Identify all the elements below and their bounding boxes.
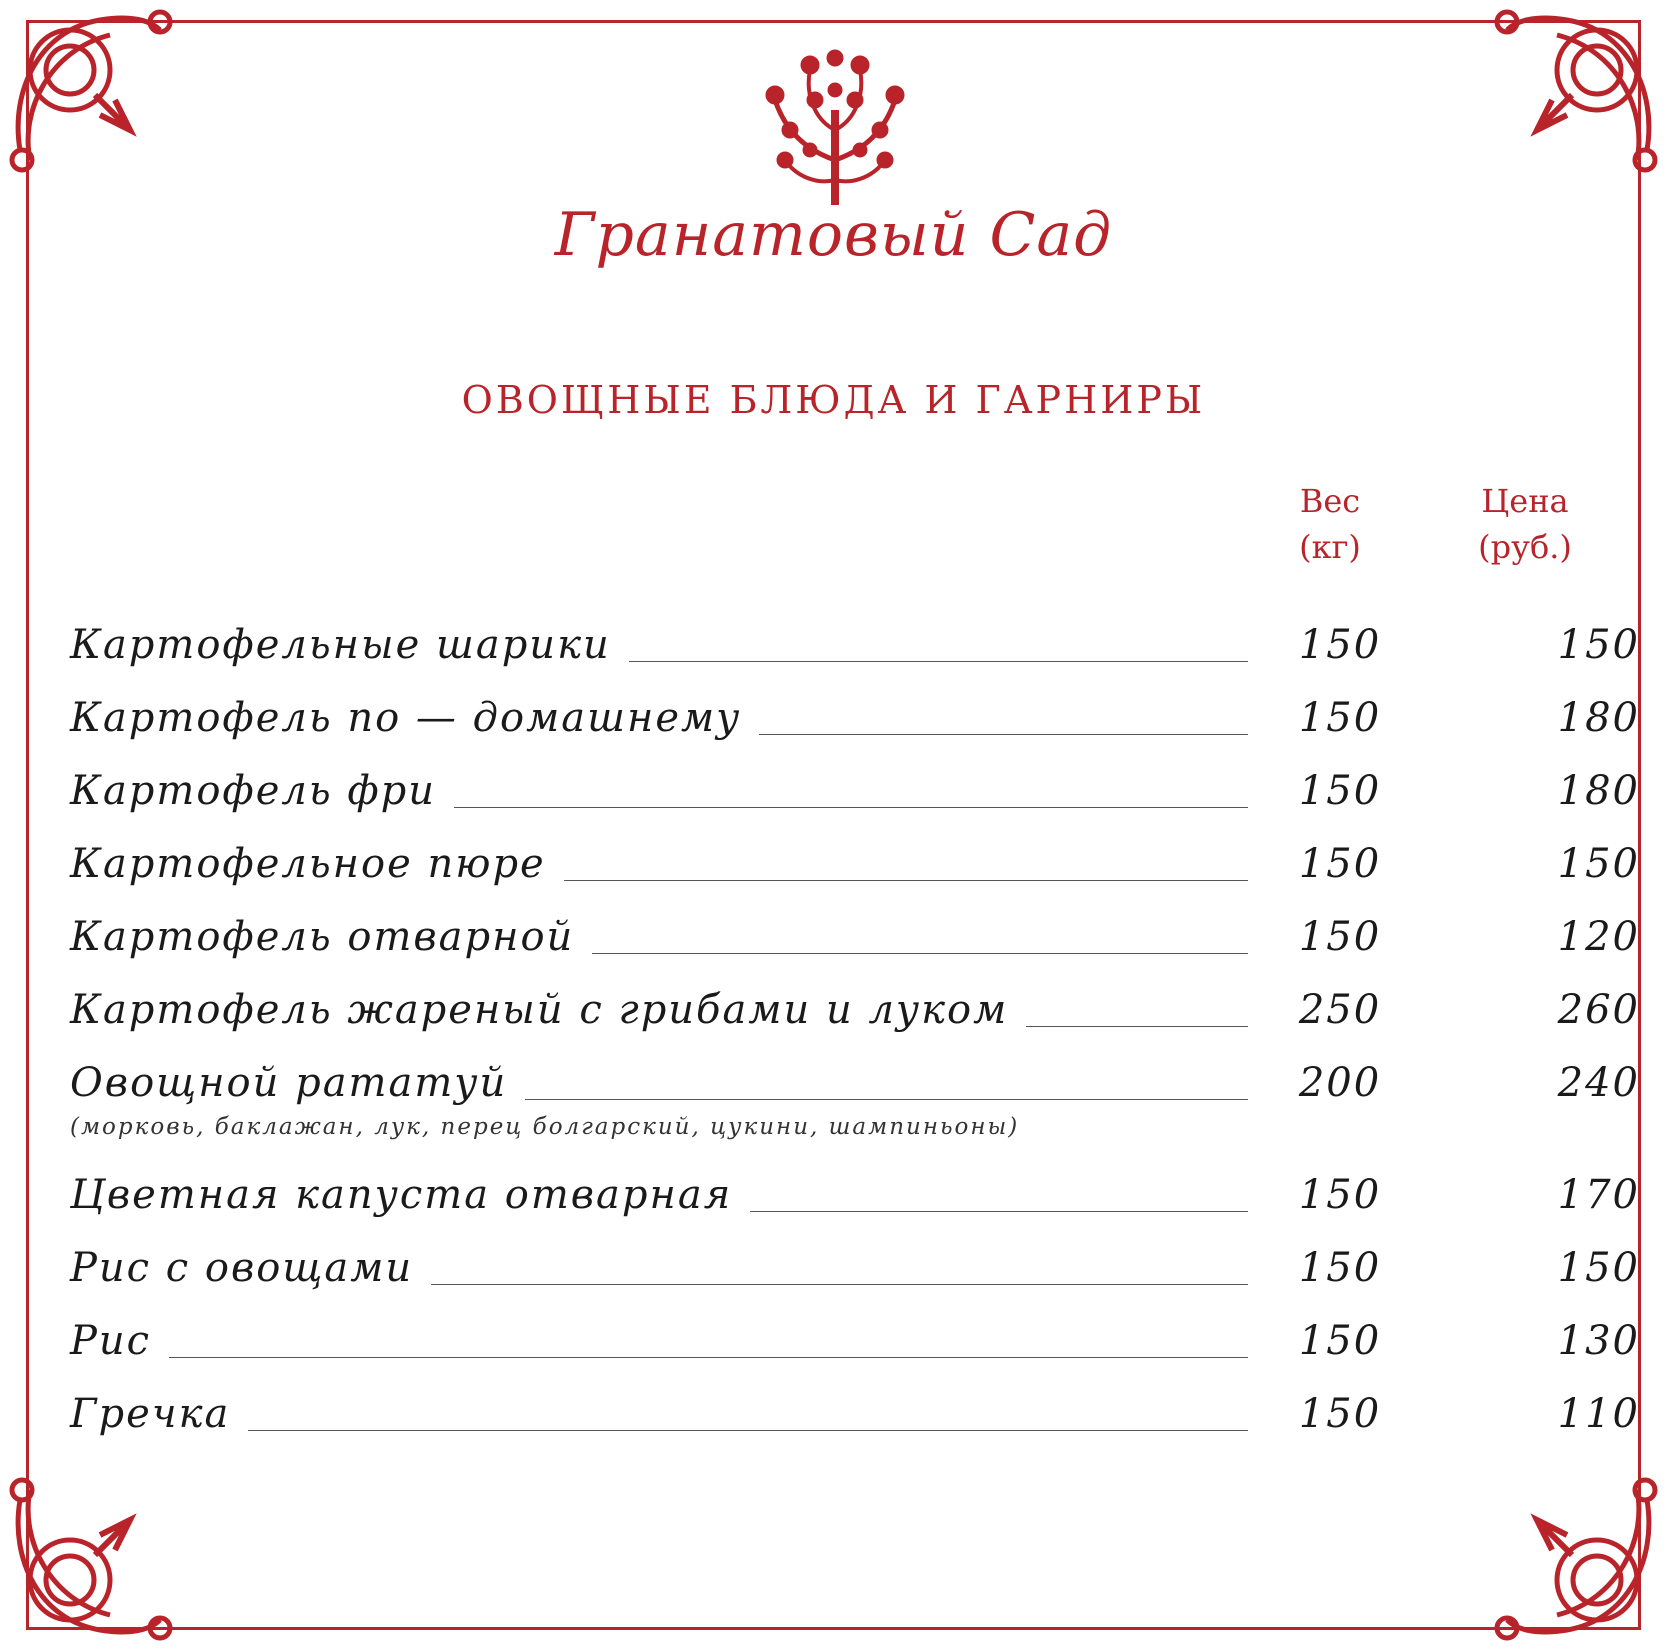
column-header-price	[1455, 478, 1595, 570]
item-name: Овощной рататуй	[70, 1060, 508, 1106]
item-note: (морковь, баклажан, лук, перец болгарский, цукини, шампиньоны)	[70, 1114, 1020, 1140]
weight-unit: (кг)	[1299, 528, 1361, 566]
item-weight: 150	[1298, 622, 1382, 668]
item-name: Цветная капуста отварная	[70, 1172, 733, 1218]
column-header-weight	[1270, 478, 1390, 570]
brand-name: Гранатовый Сад	[554, 200, 1113, 270]
leader-line	[169, 1357, 1248, 1358]
menu-item	[70, 1387, 1640, 1447]
item-weight: 150	[1298, 1245, 1382, 1291]
item-price: 180	[1557, 695, 1640, 741]
price-label: Цена	[1481, 482, 1569, 520]
leader-line	[564, 880, 1248, 881]
corner-ornament-top-right	[1492, 0, 1667, 175]
item-price: 150	[1557, 1245, 1640, 1291]
menu-item	[70, 764, 1640, 824]
menu-item	[70, 910, 1640, 970]
item-price: 180	[1557, 768, 1640, 814]
item-weight: 250	[1298, 987, 1382, 1033]
menu-item	[70, 1056, 1640, 1156]
item-price: 170	[1557, 1172, 1640, 1218]
weight-label: Вес	[1299, 482, 1361, 520]
pomegranate-tree-logo-icon	[735, 40, 935, 210]
item-name: Картофель отварной	[70, 914, 575, 960]
item-name: Гречка	[70, 1391, 231, 1437]
leader-line	[248, 1430, 1248, 1431]
item-weight: 150	[1298, 768, 1382, 814]
price-unit: (руб.)	[1478, 528, 1572, 566]
item-name: Картофель жареный с грибами и луком	[70, 987, 1009, 1033]
item-name: Рис с овощами	[70, 1245, 414, 1291]
leader-line	[1026, 1026, 1248, 1027]
leader-line	[629, 661, 1248, 662]
item-price: 110	[1557, 1391, 1640, 1437]
item-weight: 200	[1298, 1060, 1382, 1106]
menu-item	[70, 1241, 1640, 1301]
corner-ornament-top-left	[0, 0, 175, 175]
corner-ornament-bottom-left	[0, 1475, 175, 1650]
item-price: 130	[1557, 1318, 1640, 1364]
item-name: Рис	[70, 1318, 152, 1364]
item-price: 150	[1557, 622, 1640, 668]
item-name: Картофельное пюре	[70, 841, 546, 887]
item-price: 240	[1557, 1060, 1640, 1106]
menu-item	[70, 618, 1640, 678]
section-title: ОВОЩНЫЕ БЛЮДА И ГАРНИРЫ	[461, 378, 1206, 422]
corner-ornament-bottom-right	[1492, 1475, 1667, 1650]
leader-line	[454, 807, 1248, 808]
leader-line	[750, 1211, 1248, 1212]
item-weight: 150	[1298, 695, 1382, 741]
item-price: 120	[1557, 914, 1640, 960]
item-weight: 150	[1298, 1318, 1382, 1364]
item-price: 260	[1557, 987, 1640, 1033]
leader-line	[759, 734, 1248, 735]
leader-line	[431, 1284, 1248, 1285]
leader-line	[525, 1099, 1248, 1100]
item-weight: 150	[1298, 1391, 1382, 1437]
item-weight: 150	[1298, 841, 1382, 887]
item-weight: 150	[1298, 1172, 1382, 1218]
item-name: Картофель фри	[70, 768, 437, 814]
menu-item	[70, 983, 1640, 1043]
menu-item	[70, 691, 1640, 751]
item-weight: 150	[1298, 914, 1382, 960]
menu-item	[70, 1314, 1640, 1374]
item-name: Картофель по — домашнему	[70, 695, 742, 741]
item-name: Картофельные шарики	[70, 622, 611, 668]
item-price: 150	[1557, 841, 1640, 887]
leader-line	[592, 953, 1248, 954]
menu-item	[70, 837, 1640, 897]
menu-item	[70, 1168, 1640, 1228]
